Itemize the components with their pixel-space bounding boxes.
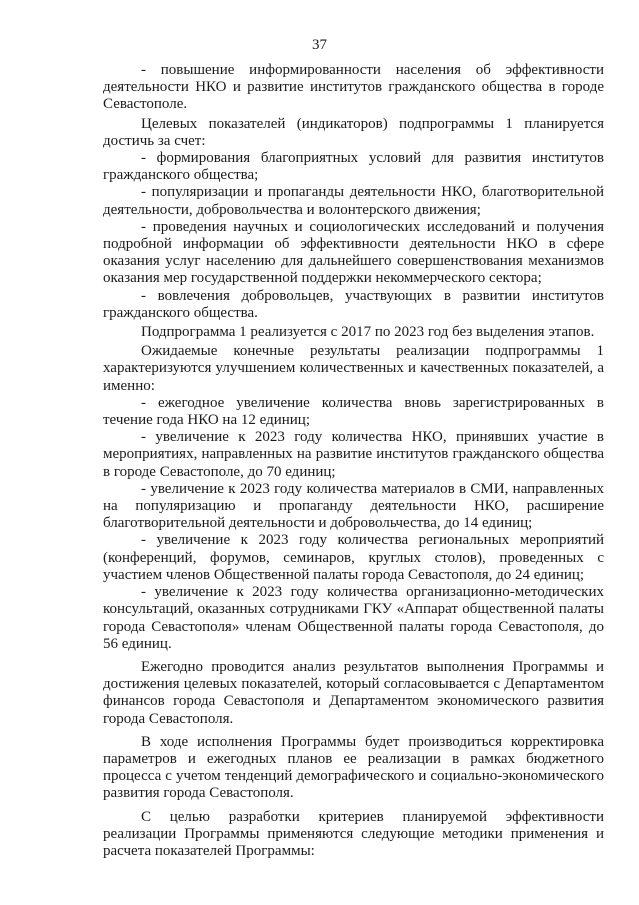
paragraph: - увеличение к 2023 году количества НКО, принявших участие в мероприятиях, направленных на развитие институтов гражданского общества в городе Севастополе, до 70 единиц;: [103, 429, 604, 480]
paragraph: - увеличение к 2023 году количества региональных мероприятий (конференций, форумов, семинаров, круглых столов), проведенных с участием членов Общественной палаты города Севастополя, до 24 единиц;: [103, 532, 604, 583]
paragraph: - увеличение к 2023 году количества организационно-методических консультаций, оказанных сотрудниками ГКУ «Аппарат общественной палаты города Севастополя» членам Общественной палаты города Севастополя, до 56 единиц.: [103, 584, 604, 652]
paragraph: - формирования благоприятных условий для развития институтов гражданского общества;: [103, 150, 604, 184]
paragraph: - проведения научных и социологических исследований и получения подробной информации об эффективности деятельности НКО в сфере оказания услуг населению для дальнейшего совершенствования механизмов оказания мер государственной поддержки некоммерческого сектора;: [103, 218, 604, 287]
paragraph: Ожидаемые конечные результаты реализации подпрограммы 1 характеризуются улучшением количественных и качественных показателей, а именно:: [103, 343, 604, 394]
paragraph: - вовлечения добровольцев, участвующих в развитии институтов гражданского общества.: [103, 287, 604, 321]
paragraph: Целевых показателей (индикаторов) подпрограммы 1 планируется достичь за счет:: [103, 115, 604, 149]
paragraph: С целью разработки критериев планируемой эффективности реализации Программы применяются следующие методики применения и расчета показателей Программы:: [103, 808, 604, 859]
paragraph: В ходе исполнения Программы будет производиться корректировка параметров и ежегодных планов ее реализации в рамках бюджетного процесса с учетом тенденций демографического и социально-экономического развития города Севастополя.: [103, 733, 604, 802]
paragraph: Ежегодно проводится анализ результатов выполнения Программы и достижения целевых показателей, который согласовывается с Департаментом финансов города Севастополя и Департаментом экономического развития города Севастополя.: [103, 658, 604, 727]
paragraph: - ежегодное увеличение количества вновь зарегистрированных в течение года НКО на 12 единиц;: [103, 394, 604, 429]
paragraph: - повышение информированности населения об эффективности деятельности НКО и развитие институтов гражданского общества в городе Севастополе.: [103, 62, 604, 113]
paragraph: Подпрограмма 1 реализуется с 2017 по 2023 год без выделения этапов.: [141, 324, 595, 341]
paragraph: - популяризации и пропаганды деятельности НКО, благотворительной деятельности, добровольчества и волонтерского движения;: [103, 184, 604, 218]
paragraph: - увеличение к 2023 году количества материалов в СМИ, направленных на популяризацию и пропаганду деятельности НКО, расширение благотворительной деятельности и добровольчества, до 14 единиц;: [103, 480, 604, 532]
document-body: [103, 62, 604, 860]
page-number: 37: [312, 37, 327, 53]
